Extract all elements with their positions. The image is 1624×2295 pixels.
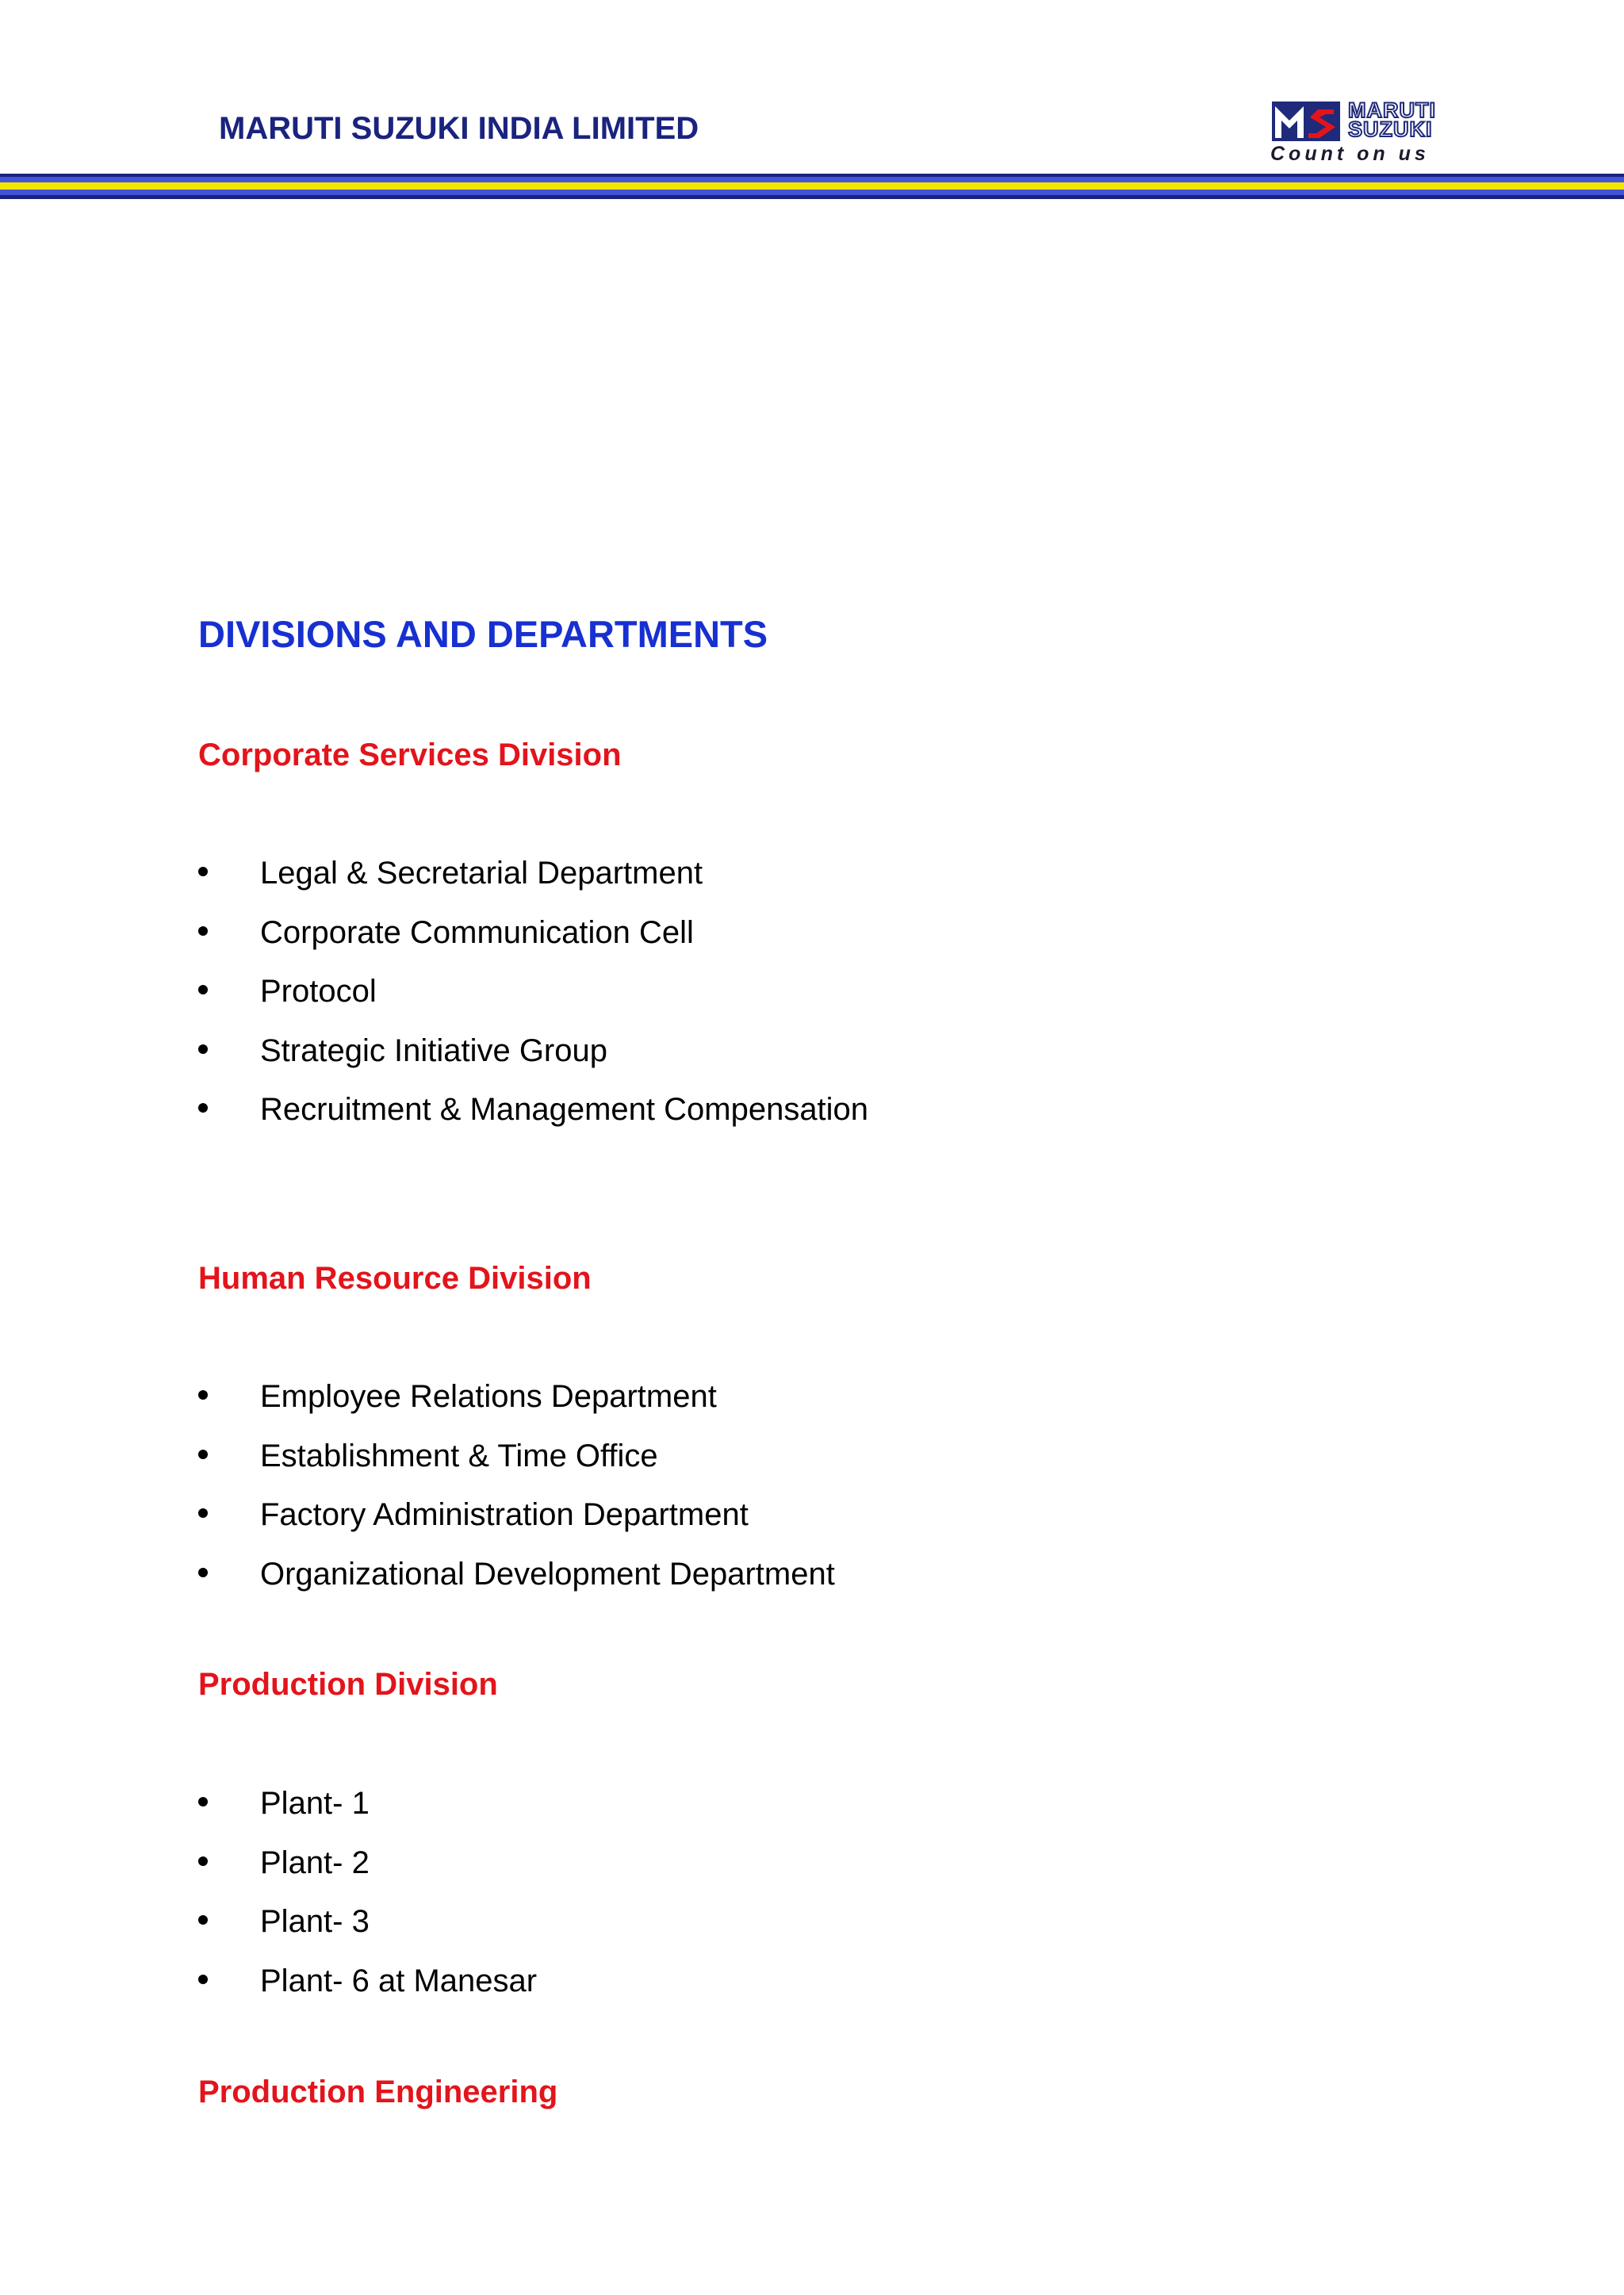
bullet-icon xyxy=(198,926,208,936)
list-item-label: Plant- 1 xyxy=(260,1786,370,1821)
header-rule xyxy=(0,174,1624,199)
page-title: DIVISIONS AND DEPARTMENTS xyxy=(198,613,768,655)
list-item-label: Strategic Initiative Group xyxy=(260,1033,607,1068)
section-heading-production-division: Production Division xyxy=(198,1667,498,1702)
bullet-icon xyxy=(198,1103,208,1113)
bullet-icon xyxy=(198,1915,208,1925)
list-item-label: Organizational Development Department xyxy=(260,1556,835,1592)
list-item-label: Protocol xyxy=(260,974,377,1009)
list-item-label: Factory Administration Department xyxy=(260,1497,749,1532)
section-heading-human-resource: Human Resource Division xyxy=(198,1261,592,1296)
section-heading-corporate-services: Corporate Services Division xyxy=(198,738,622,772)
bullet-icon xyxy=(198,1797,208,1806)
bullet-icon xyxy=(198,867,208,876)
maruti-suzuki-logo xyxy=(1266,98,1475,165)
logo-word-suzuki: SUZUKI xyxy=(1348,117,1433,141)
bullet-icon xyxy=(198,1856,208,1866)
bullet-icon xyxy=(198,1450,208,1459)
list-item-label: Corporate Communication Cell xyxy=(260,914,694,950)
header-rule-band xyxy=(0,190,1624,195)
bullet-icon xyxy=(198,985,208,994)
bullet-icon xyxy=(198,1390,208,1400)
header-rule-band xyxy=(0,177,1624,182)
list-item-label: Plant- 3 xyxy=(260,1904,370,1939)
bullet-icon xyxy=(198,1044,208,1054)
list-item-label: Employee Relations Department xyxy=(260,1379,717,1414)
list-item-label: Legal & Secretarial Department xyxy=(260,856,703,891)
header-rule-band xyxy=(0,195,1624,199)
bullet-icon xyxy=(198,1508,208,1518)
section-heading-production-engineering: Production Engineering xyxy=(198,2075,558,2109)
logo-word-maruti: MARUTI xyxy=(1348,98,1436,122)
list-item-label: Establishment & Time Office xyxy=(260,1438,658,1473)
list-item-label: Recruitment & Management Compensation xyxy=(260,1092,869,1127)
bullet-icon xyxy=(198,1975,208,1984)
bullet-icon xyxy=(198,1568,208,1577)
header-rule-band xyxy=(0,182,1624,190)
list-item-label: Plant- 2 xyxy=(260,1845,370,1880)
list-item-label: Plant- 6 at Manesar xyxy=(260,1963,538,1998)
suzuki-s-logo-icon xyxy=(1272,102,1340,141)
logo-tagline: Count on us xyxy=(1270,143,1430,165)
company-name: MARUTI SUZUKI INDIA LIMITED xyxy=(219,111,699,146)
